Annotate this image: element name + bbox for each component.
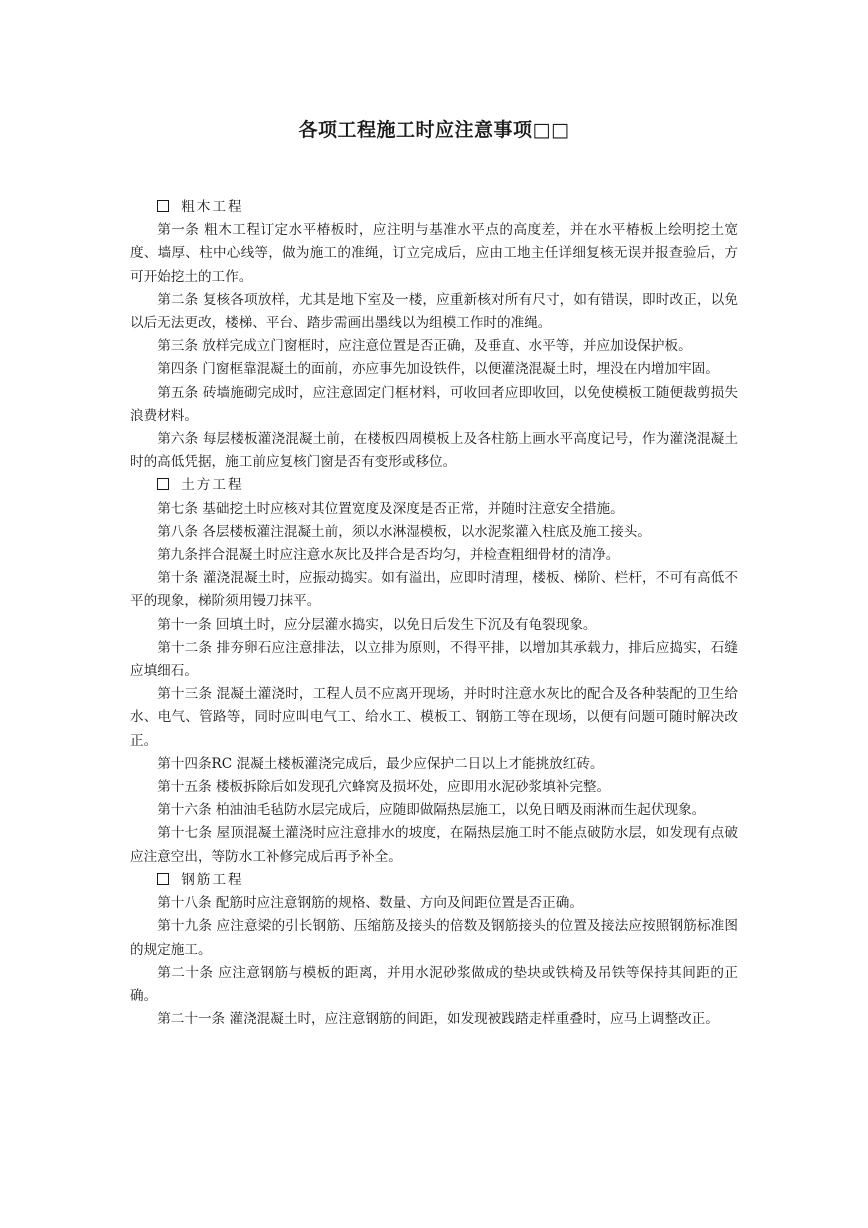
checkbox-icon — [157, 200, 169, 212]
article-paragraph: 第十九条 应注意梁的引长钢筋、压缩筋及接头的倍数及钢筋接头的位置及接法应按照钢筋标准图的规定施工。 — [130, 918, 738, 958]
section-heading-earthwork — [130, 474, 738, 497]
article-paragraph: 第十四条RC 混凝土楼板灌浇完成后，最少应保护二日以上才能挑放红砖。 — [157, 755, 604, 772]
article-paragraph: 第十五条 楼板拆除后如发现孔穴蜂窝及损坏处，应即用水泥砂浆填补完整。 — [157, 779, 611, 796]
article-paragraph: 第十二条 排夯卵石应注意排法，以立排为原则，不得平排，以增加其承载力，排后应捣实，石缝应填细石。 — [130, 639, 738, 680]
article-paragraph: 第十七条 屋顶混凝土灌浇时应注意排水的坡度，在隔热层施工时不能点破防水层，如发现有点破应注意空出，等防水工补修完成后再予补全。 — [130, 825, 738, 865]
article-paragraph: 第二十一条 灌浇混凝土时，应注意钢筋的间距，如发现被践踏走样重叠时，应马上调整改正。 — [157, 1011, 719, 1028]
article-paragraph: 第二十条 应注意钢筋与模板的距离，并用水泥砂浆做成的垫块或铁椅及吊铁等保持其间距的正确。 — [130, 964, 738, 1004]
article-paragraph: 第十条 灌浇混凝土时，应振动捣实。如有溢出，应即时清理，楼板、梯阶、栏杆，不可有高低不平的现象，梯阶须用镘刀抹平。 — [130, 570, 738, 610]
article-paragraph: 第一条 粗木工程订定水平椿板时，应注明与基准水平点的高度差，并在水平椿板上绘明挖土宽度、墙厚、柱中心线等，做为施工的准绳，订立完成后，应由工地主任详细复核无误并报查验后，方可开始挖土的工作。 — [130, 222, 738, 285]
article-paragraph: 第六条 每层楼板灌浇混凝土前，在楼板四周模板上及各柱筋上画水平高度记号，作为灌浇混凝土时的高低凭据，施工前应复核门窗是否有变形或移位。 — [130, 431, 738, 471]
section-heading-rough-carpentry — [130, 196, 738, 219]
article-paragraph: 第八条 各层楼板灌注混凝土前，须以水淋湿模板，以水泥浆灌入柱底及施工接头。 — [157, 523, 651, 540]
article-paragraph: 第十一条 回填土时，应分层灌水捣实，以免日后发生下沉及有龟裂现象。 — [157, 616, 597, 633]
article-paragraph: 第九条拌合混凝土时应注意水灰比及拌合是否均匀，并检查粗细骨材的清净。 — [157, 547, 620, 564]
checkbox-icon — [157, 478, 169, 490]
article-paragraph: 第二条 复核各项放样，尤其是地下室及一楼，应重新核对所有尺寸，如有错误，即时改正，以免以后无法更改，楼梯、平台、踏步需画出墨线以为组模工作时的准绳。 — [130, 291, 738, 332]
document-title: 各项工程施工时应注意事项□□ — [298, 119, 570, 141]
section-heading-label: 钢筋工程 — [181, 871, 244, 888]
article-paragraph: 第五条 砖墙施砌完成时，应注意固定门框材料，可收回者应即收回，以免使模板工随便裁剪损失浪费材料。 — [130, 384, 738, 424]
article-paragraph: 第十八条 配筋时应注意钢筋的规格、数量、方向及间距位置是否正确。 — [157, 895, 583, 912]
section-heading-label: 粗木工程 — [181, 199, 244, 215]
document-body — [130, 196, 738, 1031]
section-heading-rebar — [130, 869, 738, 892]
article-paragraph: 第四条 门窗框靠混凝土的面前，亦应事先加设铁件，以便灌浇混凝土时，埋没在内增加牢固。 — [157, 361, 719, 378]
section-heading-label: 土方工程 — [181, 477, 244, 494]
article-paragraph: 第七条 基础挖土时应核对其位置宽度及深度是否正常，并随时注意安全措施。 — [157, 500, 624, 517]
article-paragraph: 第三条 放样完成立门窗框时，应注意位置是否正确，及垂直、水平等，并应加设保护板。 — [157, 338, 692, 355]
article-paragraph: 第十六条 柏油油毛毡防水层完成后，应随即做隔热层施工，以免日晒及雨淋而生起伏现象。 — [157, 802, 706, 819]
article-paragraph: 第十三条 混凝土灌浇时，工程人员不应离开现场，并时时注意水灰比的配合及各种装配的卫生给水、电气、管路等，同时应叫电气工、给水工、模板工、钢筋工等在现场，以便有问题可随时解决改正。 — [130, 686, 738, 749]
checkbox-icon — [157, 873, 169, 885]
